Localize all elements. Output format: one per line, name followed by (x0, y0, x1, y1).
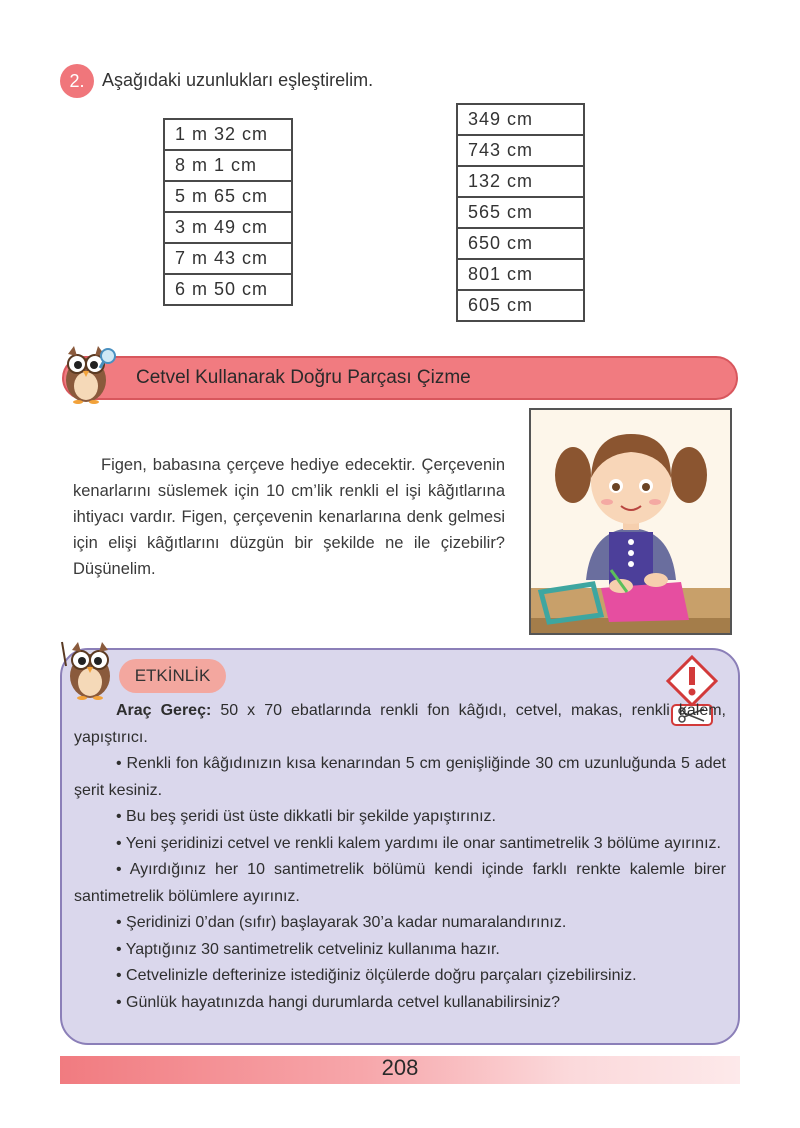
table-cell: 5 m 65 cm (164, 181, 292, 212)
table-cell: 605 cm (457, 290, 584, 321)
question-text: Aşağıdaki uzunlukları eşleştirelim. (102, 70, 374, 90)
table-row (457, 259, 584, 290)
right-length-table (456, 103, 585, 322)
table-cell: 6 m 50 cm (164, 274, 292, 305)
table-cell: 8 m 1 cm (164, 150, 292, 181)
table-row (164, 243, 292, 274)
table-cell: 1 m 32 cm (164, 119, 292, 150)
materials-line (74, 698, 726, 751)
owl-mascot-icon (58, 340, 118, 404)
table-row (164, 150, 292, 181)
table-row (457, 290, 584, 321)
activity-step: • Yaptığınız 30 santimetrelik cetveliniz kullanıma hazır. (116, 940, 500, 958)
activity-step: • Yeni şeridinizi cetvel ve renkli kalem yardımı ile onar santimetrelik 3 bölüme ayırınız. (116, 834, 721, 852)
page-number: 208 (381, 1055, 419, 1080)
table-cell: 3 m 49 cm (164, 212, 292, 243)
activity-label: ETKİNLİK (119, 659, 226, 693)
materials-label: Araç Gereç: (116, 702, 212, 719)
girl-drawing-illustration (529, 408, 732, 635)
materials-text: 50 x 70 ebatlarında renkli fon kâğıdı, cetvel, makas, renkli kalem, yapıştırıcı. (74, 702, 727, 746)
left-length-table (163, 118, 293, 306)
table-row (457, 197, 584, 228)
table-row (457, 104, 584, 135)
table-cell: 801 cm (457, 259, 584, 290)
table-cell: 565 cm (457, 197, 584, 228)
table-row (164, 274, 292, 305)
table-row (457, 166, 584, 197)
table-row (457, 228, 584, 259)
activity-content (74, 698, 726, 1016)
table-cell: 7 m 43 cm (164, 243, 292, 274)
table-cell: 650 cm (457, 228, 584, 259)
table-cell: 743 cm (457, 135, 584, 166)
table-row (164, 119, 292, 150)
activity-step: • Günlük hayatınızda hangi durumlarda cetvel kullanabilirsiniz? (116, 993, 561, 1011)
activity-step: • Cetvelinizle defterinize istediğiniz ölçülerde doğru parçaları çizebilirsiniz. (116, 967, 637, 984)
table-cell: 349 cm (457, 104, 584, 135)
activity-step: • Ayırdığınız her 10 santimetrelik bölümü kendi içinde farklı renkte kalemle birer santimetrelik bölümlere ayırınız. (74, 861, 726, 905)
table-row (457, 135, 584, 166)
story-paragraph: Figen, babasına çerçeve hediye edecektir. Çerçevenin kenarlarını süslemek için 10 cm’lik renkli el işi kâğıtlarına ihtiyacı vardır. Figen, çerçevenin kenarlarına denk gelmesi için elişi kâğıtlarını düzgün bir şekilde ne ile çizebilir? Düşünelim. (73, 456, 505, 578)
section-title: Cetvel Kullanarak Doğru Parçası Çizme (136, 367, 471, 388)
activity-step: • Şeridinizi 0’dan (sıfır) başlayarak 30’a kadar numaralandırınız. (116, 914, 567, 931)
table-row (164, 212, 292, 243)
activity-step: • Renkli fon kâğıdınızın kısa kenarından 5 cm genişliğinde 30 cm uzunluğunda 5 adet şerit kesiniz. (74, 755, 726, 799)
owl-mascot-icon (60, 636, 120, 700)
table-row (164, 181, 292, 212)
table-cell: 132 cm (457, 166, 584, 197)
question-number: 2. (60, 64, 94, 98)
activity-step: • Bu beş şeridi üst üste dikkatli bir şekilde yapıştırınız. (116, 808, 496, 825)
